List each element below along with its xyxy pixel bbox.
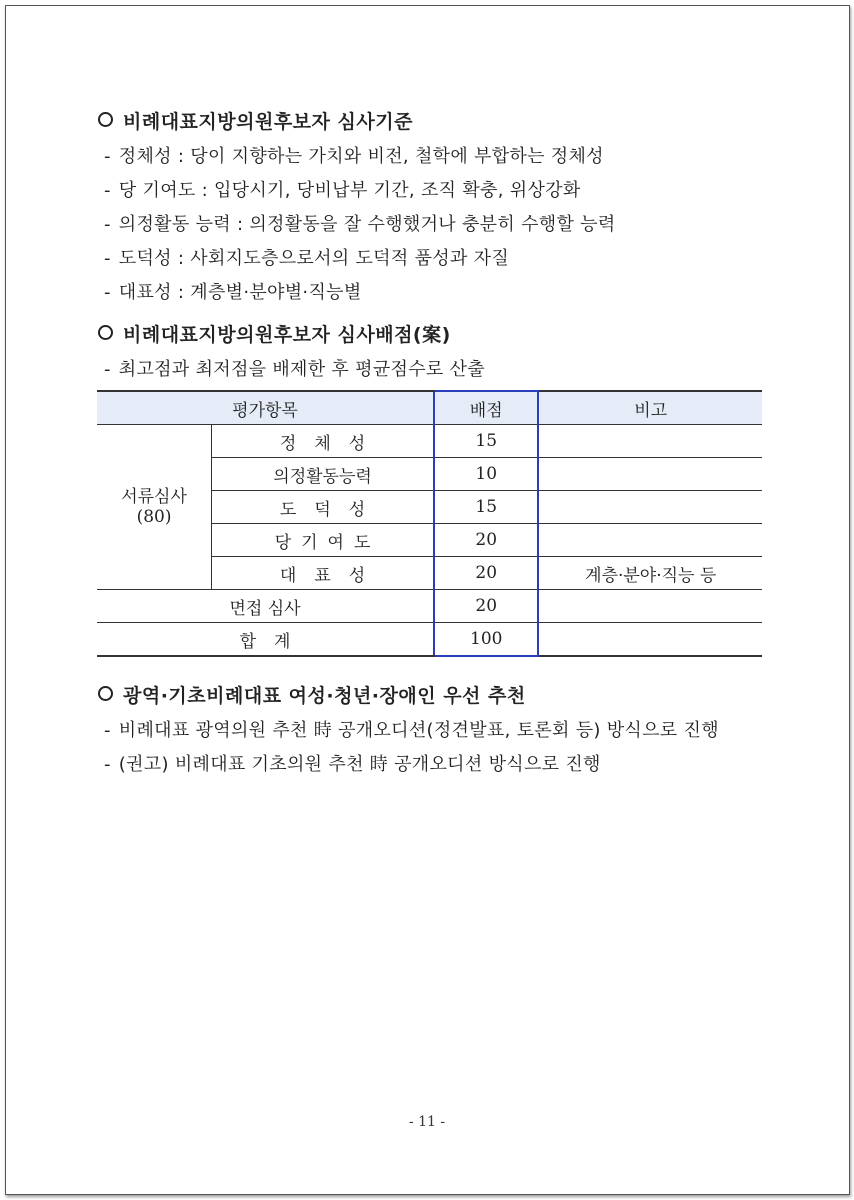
- section-title-scoring: [98, 320, 451, 347]
- section-title-priority: [98, 681, 526, 708]
- header-score: 배점: [434, 391, 538, 425]
- total-score: 100: [434, 623, 538, 657]
- row-item: 의정활동능력: [212, 458, 434, 491]
- circle-bullet-icon: [98, 686, 113, 701]
- category-total: (80): [136, 507, 172, 527]
- header-item: 평가항목: [97, 391, 434, 425]
- row-score: 15: [434, 425, 538, 458]
- criteria-item: - 당 기여도 : 입당시기, 당비납부 기간, 조직 확충, 위상강화: [104, 180, 581, 201]
- priority-item: - (권고) 비례대표 기초의원 추천 時 공개오디션 방식으로 진행: [104, 754, 601, 775]
- scoring-note: - 최고점과 최저점을 배제한 후 평균점수로 산출: [104, 359, 485, 380]
- row-score: 10: [434, 458, 538, 491]
- criteria-item: - 도덕성 : 사회지도층으로서의 도덕적 품성과 자질: [104, 248, 510, 269]
- page-number: - 11 -: [408, 1114, 446, 1130]
- priority-item: - 비례대표 광역의원 추천 時 공개오디션(정견발표, 토론회 등) 방식으로 진행: [104, 720, 719, 741]
- section-title-text: 광역·기초비례대표 여성·청년·장애인 우선 추천: [123, 685, 526, 707]
- row-note: [538, 425, 762, 458]
- row-item: 정체성: [212, 425, 434, 458]
- section-title-criteria: [98, 107, 413, 134]
- section-title-text: 비례대표지방의원후보자 심사기준: [123, 111, 413, 133]
- row-note: [538, 491, 762, 524]
- category-label: 서류심사: [121, 487, 187, 507]
- table-row-interview: [97, 590, 762, 623]
- scoring-table: [97, 390, 762, 657]
- total-note: [538, 623, 762, 657]
- interview-item: 면접 심사: [97, 590, 434, 623]
- row-score: 15: [434, 491, 538, 524]
- circle-bullet-icon: [98, 112, 113, 127]
- interview-note: [538, 590, 762, 623]
- row-item: 당기여도: [212, 524, 434, 557]
- row-score: 20: [434, 557, 538, 590]
- category-document-review: [97, 425, 212, 590]
- row-note: [538, 524, 762, 557]
- row-note: 계층·분야·직능 등: [538, 557, 762, 590]
- header-note: 비고: [538, 391, 762, 425]
- criteria-item: - 대표성 : 계층별·분야별·직능별: [104, 282, 362, 303]
- row-item: 대표성: [212, 557, 434, 590]
- criteria-item: - 정체성 : 당이 지향하는 가치와 비전, 철학에 부합하는 정체성: [104, 146, 604, 167]
- row-note: [538, 458, 762, 491]
- table-row: [97, 425, 762, 458]
- section-title-text: 비례대표지방의원후보자 심사배점(案): [123, 324, 451, 346]
- total-item: 합계: [97, 623, 434, 657]
- table-header-row: [97, 391, 762, 425]
- circle-bullet-icon: [98, 325, 113, 340]
- interview-score: 20: [434, 590, 538, 623]
- criteria-item: - 의정활동 능력 : 의정활동을 잘 수행했거나 충분히 수행할 능력: [104, 214, 616, 235]
- row-item: 도덕성: [212, 491, 434, 524]
- row-score: 20: [434, 524, 538, 557]
- table-row-total: [97, 623, 762, 657]
